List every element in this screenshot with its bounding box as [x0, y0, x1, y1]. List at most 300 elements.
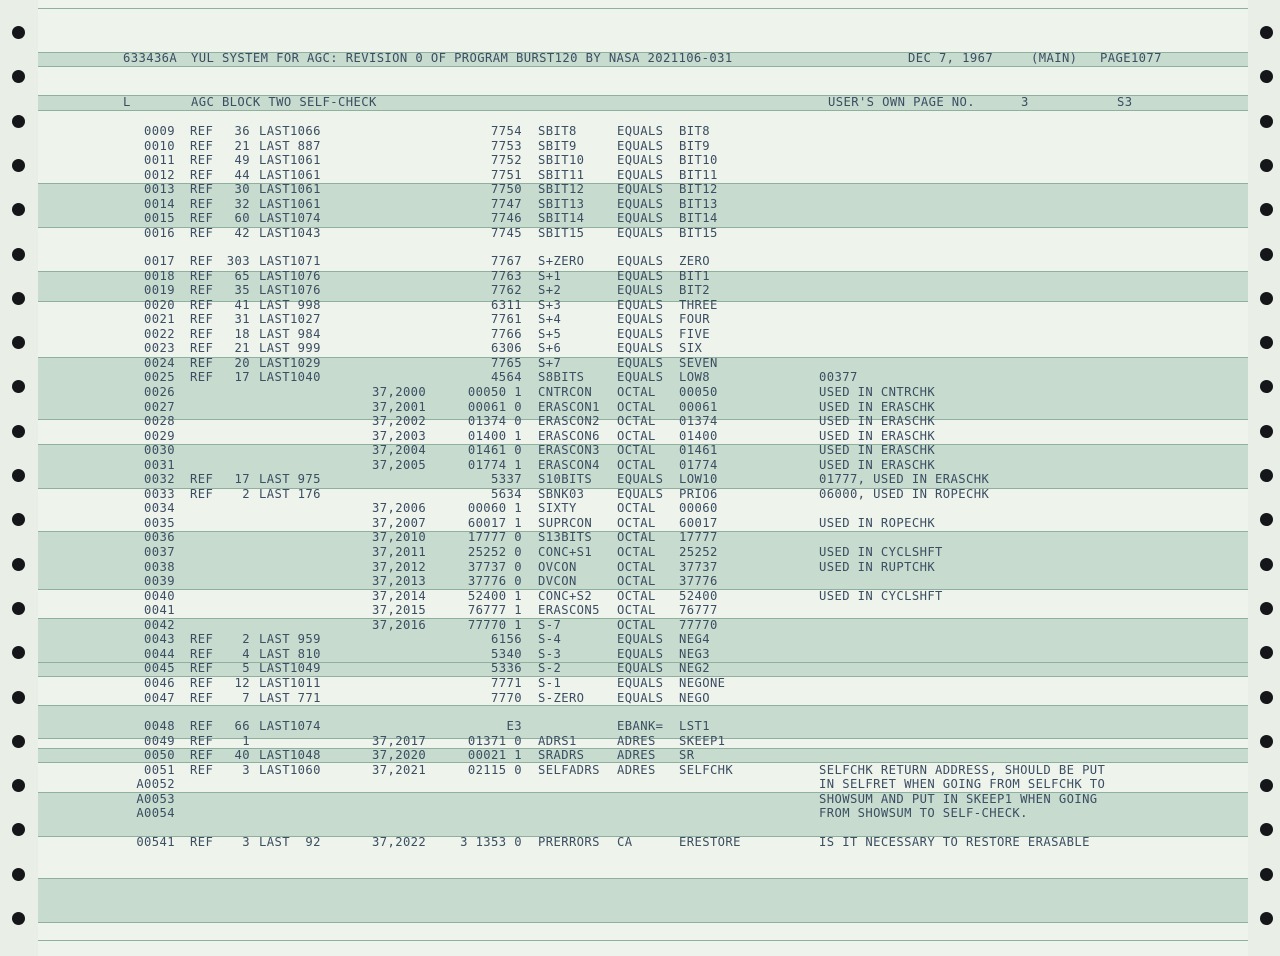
location: 37,2012 [372, 559, 427, 574]
operation: OCTAL [617, 443, 656, 458]
operation: OCTAL [617, 574, 656, 589]
listing-row [0, 327, 1280, 341]
symbol: S-4 [538, 632, 562, 647]
ref-flag: REF [190, 632, 214, 647]
operation: EQUALS [617, 326, 664, 341]
line-number: 0030 [144, 443, 175, 458]
operand: LOW10 [679, 472, 718, 487]
object-code: 01371 0 [467, 733, 522, 748]
line-number: 0043 [144, 632, 175, 647]
ruled-line [38, 940, 1248, 941]
last-ref: LAST 771 [259, 690, 321, 705]
operand: 25252 [679, 545, 718, 559]
location: 37,2011 [372, 545, 427, 559]
ref-flag: REF [190, 326, 214, 341]
ref-flag: REF [190, 690, 214, 705]
operation: EQUALS [617, 355, 664, 370]
listing-row [0, 676, 1280, 690]
symbol: SUPRCON [538, 515, 593, 530]
operand: NEGO [679, 690, 710, 705]
ref-flag: REF [190, 719, 214, 733]
job-number: 633436A [123, 51, 178, 65]
last-ref: LAST1048 [259, 748, 321, 762]
ref-flag: REF [190, 486, 214, 501]
object-code: 7761 [491, 312, 522, 327]
operation: EQUALS [617, 124, 664, 138]
operand: THREE [679, 297, 718, 312]
symbol: SBNK03 [538, 486, 585, 501]
comment: SHOWSUM AND PUT IN SKEEP1 WHEN GOING [819, 791, 1098, 806]
symbol: SELFADRS [538, 762, 600, 777]
line-number: 0049 [144, 733, 175, 748]
ref-flag: REF [190, 646, 214, 661]
last-ref: LAST1049 [259, 661, 321, 676]
line-number: 0013 [144, 182, 175, 196]
object-code: 7745 [491, 225, 522, 240]
last-ref: LAST1066 [259, 124, 321, 138]
line-number: 0042 [144, 617, 175, 632]
listing-row [0, 472, 1280, 486]
comment: IS IT NECESSARY TO RESTORE ERASABLE [819, 835, 1090, 849]
ref-count: 20 [234, 355, 250, 370]
ref-flag: REF [190, 355, 214, 370]
operation: OCTAL [617, 559, 656, 574]
operation: EQUALS [617, 661, 664, 676]
operand: BIT8 [679, 124, 710, 138]
ruled-line [38, 705, 1248, 706]
listing-row [0, 763, 1280, 777]
operand: NEG4 [679, 632, 710, 647]
ref-count: 5 [242, 661, 250, 676]
location: 37,2022 [372, 835, 427, 849]
operand: 01774 [679, 457, 718, 472]
line-number: 0035 [144, 515, 175, 530]
listing-row [0, 182, 1280, 196]
ref-count: 17 [234, 370, 250, 385]
listing-row [0, 734, 1280, 748]
line-number: 0011 [144, 153, 175, 167]
object-code: 00021 1 [467, 748, 522, 762]
line-number: 0047 [144, 690, 175, 705]
line-number: 0045 [144, 661, 175, 676]
object-code: 6311 [491, 297, 522, 312]
tractor-hole [1260, 26, 1273, 39]
operand: BIT2 [679, 283, 710, 298]
symbol: SBIT15 [538, 225, 585, 240]
line-number: 0040 [144, 588, 175, 603]
operation: EQUALS [617, 690, 664, 705]
ref-flag: REF [190, 124, 214, 138]
location: 37,2020 [372, 748, 427, 762]
listing-row [0, 429, 1280, 443]
ref-count: 12 [234, 675, 250, 690]
operand: LOW8 [679, 370, 710, 385]
listing-row [0, 414, 1280, 428]
listing-row [0, 777, 1280, 791]
object-code: 7751 [491, 167, 522, 182]
listing-date: DEC 7, 1967 [908, 51, 994, 65]
line-number: 0026 [144, 384, 175, 399]
operation: EQUALS [617, 167, 664, 182]
tractor-hole [1260, 868, 1273, 881]
operation: EQUALS [617, 225, 664, 240]
line-number: 0023 [144, 341, 175, 356]
operation: OCTAL [617, 617, 656, 632]
operand: 77770 [679, 617, 718, 632]
last-ref: LAST 92 [259, 835, 321, 849]
listing-row [0, 312, 1280, 326]
comment: USED IN ERASCHK [819, 428, 936, 443]
ref-count: 60 [234, 211, 250, 225]
operand: ZERO [679, 254, 710, 268]
object-code: 7746 [491, 211, 522, 225]
symbol: SBIT9 [538, 138, 577, 153]
operand: NEG3 [679, 646, 710, 661]
line-number: 0029 [144, 428, 175, 443]
operation: ADRES [617, 762, 656, 777]
symbol: S+5 [538, 326, 562, 341]
symbol: ADRS1 [538, 733, 577, 748]
line-number: 0010 [144, 138, 175, 153]
operand: BIT12 [679, 182, 718, 196]
symbol: S+3 [538, 297, 562, 312]
tractor-hole [12, 70, 25, 83]
object-code: 6306 [491, 341, 522, 356]
listing-row [0, 370, 1280, 384]
object-code: 00050 1 [467, 384, 522, 399]
ref-count: 18 [234, 326, 250, 341]
operation: OCTAL [617, 457, 656, 472]
ref-flag: REF [190, 297, 214, 312]
operation: EQUALS [617, 153, 664, 167]
last-ref: LAST1027 [259, 312, 321, 327]
ref-flag: REF [190, 748, 214, 762]
symbol: ERASCON1 [538, 399, 600, 414]
ref-flag: REF [190, 283, 214, 298]
object-code: 76777 1 [467, 603, 522, 618]
operand: BIT10 [679, 153, 718, 167]
listing-page: PAGE1077 [1100, 51, 1162, 65]
operation: EQUALS [617, 675, 664, 690]
location: 37,2016 [372, 617, 427, 632]
location: 37,2010 [372, 530, 427, 545]
comment: USED IN ERASCHK [819, 443, 936, 458]
symbol: CNTRCON [538, 384, 593, 399]
location: 37,2006 [372, 501, 427, 516]
listing-row [0, 792, 1280, 806]
symbol: SIXTY [538, 501, 577, 516]
operation: OCTAL [617, 588, 656, 603]
comment: FROM SHOWSUM TO SELF-CHECK. [819, 806, 1028, 820]
operation: OCTAL [617, 530, 656, 545]
line-number: 0020 [144, 297, 175, 312]
ref-flag: REF [190, 211, 214, 225]
object-code: 7770 [491, 690, 522, 705]
last-ref: LAST 999 [259, 341, 321, 356]
listing-row [0, 197, 1280, 211]
line-number: 0028 [144, 414, 175, 429]
symbol: S10BITS [538, 472, 593, 487]
location: 37,2001 [372, 399, 427, 414]
tractor-hole [1260, 912, 1273, 925]
operation: EQUALS [617, 632, 664, 647]
listing-row [0, 691, 1280, 705]
listing-row [0, 298, 1280, 312]
operand: SELFCHK [679, 762, 734, 777]
location: 37,2002 [372, 414, 427, 429]
location: 37,2005 [372, 457, 427, 472]
symbol: S13BITS [538, 530, 593, 545]
line-number: A0054 [136, 806, 175, 820]
last-ref: LAST1061 [259, 182, 321, 196]
line-number: 0018 [144, 268, 175, 283]
line-number: 0019 [144, 283, 175, 298]
last-ref: LAST 998 [259, 297, 321, 312]
operand: BIT13 [679, 196, 718, 211]
ref-count: 44 [234, 167, 250, 182]
operand: FIVE [679, 326, 710, 341]
symbol: ERASCON6 [538, 428, 600, 443]
line-number: 0027 [144, 399, 175, 414]
object-code: 5340 [491, 646, 522, 661]
object-code: 6156 [491, 632, 522, 647]
symbol: ERASCON4 [538, 457, 600, 472]
operand: NEG2 [679, 661, 710, 676]
operation: ADRES [617, 733, 656, 748]
last-ref: LAST 810 [259, 646, 321, 661]
ref-flag: REF [190, 153, 214, 167]
listing-row [0, 618, 1280, 632]
operand: 00050 [679, 384, 718, 399]
operand: FOUR [679, 312, 710, 327]
ref-count: 65 [234, 268, 250, 283]
object-code: 25252 0 [467, 545, 522, 559]
object-code: 7771 [491, 675, 522, 690]
operation: OCTAL [617, 515, 656, 530]
object-code: 77770 1 [467, 617, 522, 632]
comment: 06000, USED IN ROPECHK [819, 486, 990, 501]
last-ref: LAST1060 [259, 762, 321, 777]
listing-row [0, 124, 1280, 138]
line-number: 0031 [144, 457, 175, 472]
object-code: 7750 [491, 182, 522, 196]
operand: 76777 [679, 603, 718, 618]
ref-flag: REF [190, 835, 214, 849]
object-code: 00061 0 [467, 399, 522, 414]
location: 37,2007 [372, 515, 427, 530]
ref-count: 32 [234, 196, 250, 211]
symbol: S-1 [538, 675, 562, 690]
line-number: 0051 [144, 762, 175, 777]
object-code: 52400 1 [467, 588, 522, 603]
operation: EQUALS [617, 370, 664, 385]
last-ref: LAST1076 [259, 283, 321, 298]
comment: USED IN CNTRCHK [819, 384, 936, 399]
operation: EQUALS [617, 312, 664, 327]
listing-row [0, 283, 1280, 297]
operand: 00061 [679, 399, 718, 414]
ref-flag: REF [190, 341, 214, 356]
line-number: 0034 [144, 501, 175, 516]
symbol: ERASCON3 [538, 443, 600, 458]
last-ref: LAST1061 [259, 153, 321, 167]
ref-count: 66 [234, 719, 250, 733]
symbol: SBIT8 [538, 124, 577, 138]
operand: 17777 [679, 530, 718, 545]
operation: EQUALS [617, 254, 664, 268]
object-code: 7747 [491, 196, 522, 211]
object-code: 01774 1 [467, 457, 522, 472]
line-number: 0037 [144, 545, 175, 559]
ref-flag: REF [190, 733, 214, 748]
ref-count: 41 [234, 297, 250, 312]
location: 37,2015 [372, 603, 427, 618]
section-heading: AGC BLOCK TWO SELF-CHECK [191, 95, 377, 109]
object-code: 37776 0 [467, 574, 522, 589]
ref-count: 21 [234, 341, 250, 356]
line-number: 0036 [144, 530, 175, 545]
user-page-label: USER'S OWN PAGE NO. [828, 95, 976, 109]
listing-row [0, 719, 1280, 733]
operand: PRIO6 [679, 486, 718, 501]
listing-row [0, 356, 1280, 370]
tractor-hole [12, 26, 25, 39]
comment: USED IN CYCLSHFT [819, 545, 943, 559]
symbol: S-ZERO [538, 690, 585, 705]
line-number: 0017 [144, 254, 175, 268]
operation: EQUALS [617, 268, 664, 283]
last-ref: LAST 975 [259, 472, 321, 487]
user-page-number: 3 [1021, 95, 1029, 109]
comment: 00377 [819, 370, 858, 385]
object-code: 4564 [491, 370, 522, 385]
ref-flag: REF [190, 254, 214, 268]
comment: USED IN RUPTCHK [819, 559, 936, 574]
symbol: SRADRS [538, 748, 585, 762]
ruled-line [38, 66, 1248, 67]
operand: 01400 [679, 428, 718, 443]
line-number: 00541 [136, 835, 175, 849]
ref-count: 2 [242, 486, 250, 501]
ref-count: 49 [234, 153, 250, 167]
symbol: SBIT13 [538, 196, 585, 211]
symbol: ERASCON5 [538, 603, 600, 618]
line-number: 0009 [144, 124, 175, 138]
comment: IN SELFRET WHEN GOING FROM SELFCHK TO [819, 777, 1106, 791]
line-number: 0024 [144, 355, 175, 370]
operation: OCTAL [617, 414, 656, 429]
operation: EQUALS [617, 486, 664, 501]
symbol: CONC+S2 [538, 588, 593, 603]
ref-flag: REF [190, 762, 214, 777]
listing-row [0, 501, 1280, 515]
ref-flag: REF [190, 675, 214, 690]
ref-count: 7 [242, 690, 250, 705]
object-code: 5634 [491, 486, 522, 501]
tractor-hole [12, 868, 25, 881]
listing-row [0, 443, 1280, 457]
listing-row [0, 530, 1280, 544]
listing-row [0, 806, 1280, 820]
object-code: 5337 [491, 472, 522, 487]
ref-flag: REF [190, 268, 214, 283]
operation: OCTAL [617, 399, 656, 414]
location: 37,2014 [372, 588, 427, 603]
operand: 37776 [679, 574, 718, 589]
symbol: S+1 [538, 268, 562, 283]
symbol: PRERRORS [538, 835, 600, 849]
line-number: 0012 [144, 167, 175, 182]
location: 37,2003 [372, 428, 427, 443]
last-ref: LAST1043 [259, 225, 321, 240]
line-number: 0046 [144, 675, 175, 690]
symbol: S+4 [538, 312, 562, 327]
last-ref: LAST1074 [259, 719, 321, 733]
operand: 37737 [679, 559, 718, 574]
symbol: S-7 [538, 617, 562, 632]
operation: EQUALS [617, 211, 664, 225]
symbol: DVCON [538, 574, 577, 589]
operand: 00060 [679, 501, 718, 516]
ref-count: 3 [242, 762, 250, 777]
operation: EQUALS [617, 196, 664, 211]
operation: EQUALS [617, 341, 664, 356]
listing-row [0, 400, 1280, 414]
object-code: 7767 [491, 254, 522, 268]
tractor-hole [1260, 70, 1273, 83]
ref-flag: REF [190, 182, 214, 196]
comment: USED IN ERASCHK [819, 399, 936, 414]
object-code: 17777 0 [467, 530, 522, 545]
listing-row [0, 835, 1280, 849]
line-number: 0039 [144, 574, 175, 589]
symbol: S+2 [538, 283, 562, 298]
operation: CA [617, 835, 633, 849]
operand: ERESTORE [679, 835, 741, 849]
location: 37,2013 [372, 574, 427, 589]
listing-row [0, 458, 1280, 472]
operand: BIT15 [679, 225, 718, 240]
line-number: 0022 [144, 326, 175, 341]
listing-row [0, 748, 1280, 762]
operation: EQUALS [617, 472, 664, 487]
ref-count: 303 [226, 254, 250, 268]
ref-count: 31 [234, 312, 250, 327]
ref-count: 42 [234, 225, 250, 240]
operation: OCTAL [617, 545, 656, 559]
ref-count: 36 [234, 124, 250, 138]
ref-count: 35 [234, 283, 250, 298]
operation: EQUALS [617, 297, 664, 312]
ref-flag: REF [190, 196, 214, 211]
operand: 52400 [679, 588, 718, 603]
object-code: 7753 [491, 138, 522, 153]
line-number: 0021 [144, 312, 175, 327]
location: 37,2000 [372, 384, 427, 399]
last-ref: LAST 984 [259, 326, 321, 341]
symbol: S-2 [538, 661, 562, 676]
listing-row [0, 153, 1280, 167]
line-number: 0033 [144, 486, 175, 501]
operation: EQUALS [617, 138, 664, 153]
line-number: 0038 [144, 559, 175, 574]
object-code: 01461 0 [467, 443, 522, 458]
location: 37,2021 [372, 762, 427, 777]
operand: BIT11 [679, 167, 718, 182]
green-bar [38, 878, 1248, 922]
last-ref: LAST1074 [259, 211, 321, 225]
location: 37,2004 [372, 443, 427, 458]
